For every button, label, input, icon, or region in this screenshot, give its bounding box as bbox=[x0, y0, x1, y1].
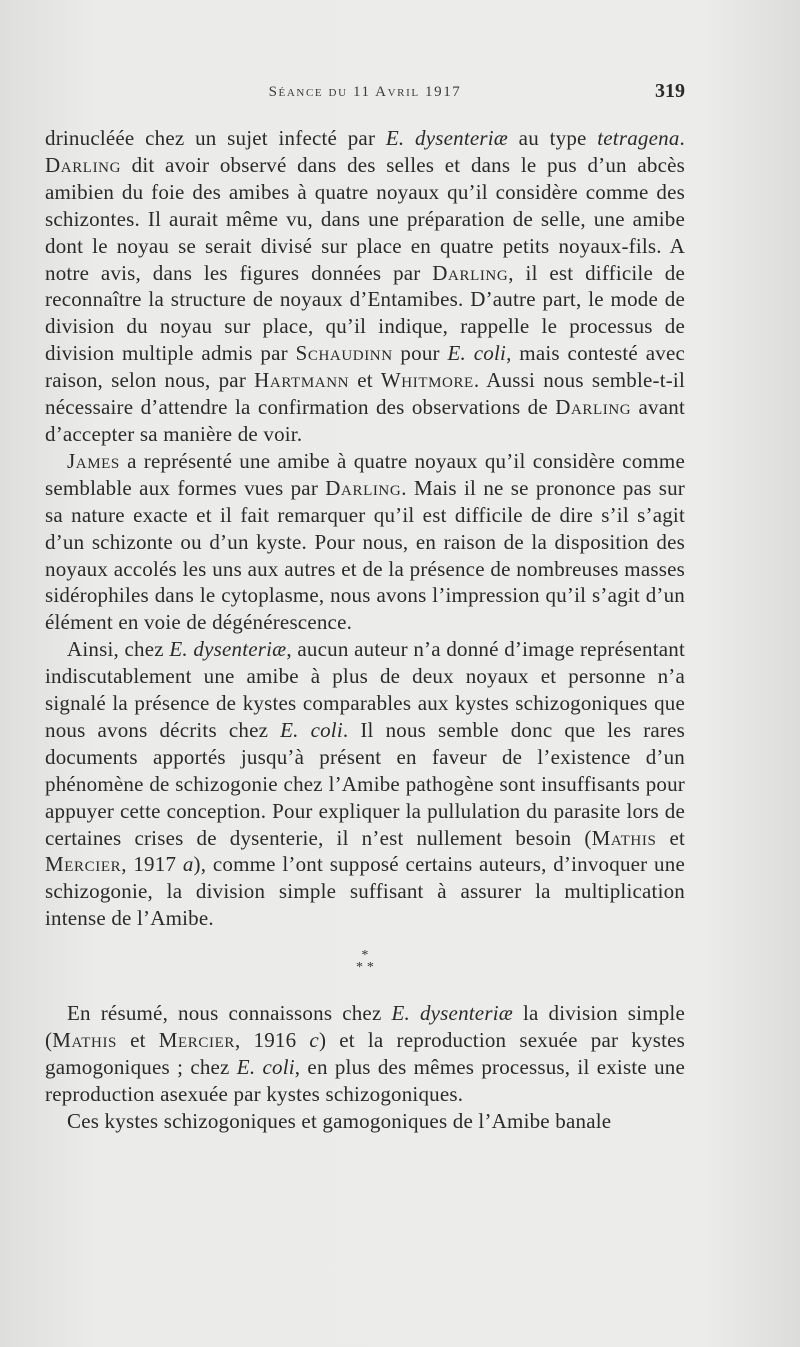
author-name: Mathis bbox=[52, 1028, 117, 1053]
species-name: E. coli bbox=[447, 341, 507, 366]
author-name: Mercier bbox=[158, 1028, 235, 1053]
paragraph-3 bbox=[45, 636, 685, 932]
species-name: E. dysenteriæ bbox=[169, 637, 287, 662]
paragraph-1 bbox=[45, 125, 685, 448]
text-run: En résumé, nous connaissons chez bbox=[67, 1001, 392, 1026]
text-run: pour bbox=[392, 341, 448, 366]
text-run: et bbox=[116, 1028, 159, 1053]
section-separator bbox=[45, 950, 685, 974]
text-run: ) et la reproduction sexuée par kystes gamogoniques ; chez bbox=[45, 1028, 685, 1079]
text-run: , aucun auteur n’a donné d’image représentant indiscutablement une amibe à plus de deux noyaux et personne n’a signalé la présence de kystes comparables aux kystes schizogoniques que nous avons décrits chez bbox=[45, 637, 685, 742]
paragraph-5 bbox=[45, 1108, 685, 1135]
text-run: , 1916 bbox=[234, 1028, 310, 1053]
author-name: Darling bbox=[45, 152, 122, 177]
text-run: a représenté une amibe à quatre noyaux qu’il considère comme semblable aux formes vues par bbox=[45, 448, 685, 500]
page-number: 319 bbox=[655, 80, 685, 102]
page-header bbox=[45, 78, 685, 108]
author-name: Schaudinn bbox=[295, 341, 393, 366]
species-name: E. dysenteriæ bbox=[385, 126, 508, 150]
text-run: . Mais il ne se prononce pas sur sa nature exacte et il fait remarquer qu’il est difficile de dire s’il s’agit d’un schizonte ou d’un kyste. Pour nous, en raison de la disposition des noyaux accolés les uns aux autres et de la présence de nombreuses masses sidérophiles dans le cytoplasme, nous avons l’impression qu’il s’agit d’un élément en voie de dégénérescence. bbox=[45, 475, 685, 635]
text-run: avant d’accepter sa manière de voir. bbox=[45, 395, 685, 446]
separator-stars: * * bbox=[355, 960, 375, 976]
text-run: . Aussi nous semble-t-il nécessaire d’attendre la confirmation des observations de bbox=[45, 368, 685, 420]
author-name: Mathis bbox=[591, 825, 657, 850]
reference-letter: a bbox=[182, 852, 194, 877]
paragraph-4 bbox=[45, 1000, 685, 1108]
author-name: James bbox=[67, 448, 120, 473]
separator-star: * bbox=[361, 948, 369, 964]
species-name: E. coli bbox=[280, 717, 343, 742]
text-run: , 1917 bbox=[121, 852, 183, 877]
paragraph-2 bbox=[45, 448, 685, 636]
text-run: Ces kystes schizogoniques et gamogoniques de l’Amibe banale bbox=[67, 1108, 612, 1133]
text-run: ), comme l’ont supposé certains auteurs, d’invoquer une schizogonie, la division simple suffisant à assurer la multiplication intense de l’Amibe. bbox=[45, 852, 685, 931]
text-run: Ainsi, chez bbox=[67, 637, 170, 662]
text-run: . Il nous semble donc que les rares documents apportés jusqu’à présent en faveur de l’existence d’un phénomène de schizogonie chez l’Amibe pathogène sont insuffisants pour appuyer cette conception. Pour expliquer la pullulation du parasite lors de certaines crises de dysenterie, il n’est nullement besoin ( bbox=[45, 717, 685, 850]
text-run: , mais contesté avec raison, selon nous, par bbox=[45, 341, 686, 393]
text-run: dit avoir observé dans des selles et dans le pus d’un abcès amibien du foie des amibes à quatre noyaux qu’il considère comme des schizontes. Il aurait même vu, dans une préparation de selle, une amibe dont le noyau se serait divisé sur place en quatre petits noyaux-fils. A notre avis, dans les figures données par bbox=[45, 152, 685, 285]
body-text bbox=[45, 125, 685, 1135]
text-run: , il est difficile de reconnaître la structure de noyaux d’Entamibes. D’autre part, le mode de division du noyau sur place, qu’il indique, rappelle le processus de division multiple admis par bbox=[45, 260, 685, 366]
text-run: , en plus des mêmes processus, il existe une reproduction asexuée par kystes schizogoniques. bbox=[45, 1055, 686, 1106]
text-run: au type bbox=[508, 126, 598, 150]
author-name: Hartmann bbox=[254, 368, 350, 393]
species-form: tetragena bbox=[597, 126, 680, 150]
author-name: Darling bbox=[555, 395, 632, 420]
species-name: E. dysenteriæ bbox=[391, 1001, 513, 1026]
text-run: drinucléée chez un sujet infecté par bbox=[45, 126, 386, 150]
reference-letter: c bbox=[309, 1028, 319, 1053]
author-name: Whitmore bbox=[380, 368, 474, 393]
running-head: Séance du 11 Avril 1917 bbox=[268, 84, 462, 100]
author-name: Mercier bbox=[45, 852, 122, 877]
text-run: la division simple ( bbox=[45, 1001, 685, 1053]
author-name: Darling bbox=[325, 475, 402, 500]
text-run: . bbox=[679, 126, 685, 150]
species-name: E. coli bbox=[236, 1055, 295, 1079]
text-run: et bbox=[656, 825, 686, 850]
author-name: Darling bbox=[432, 260, 509, 285]
text-run: et bbox=[349, 368, 381, 393]
